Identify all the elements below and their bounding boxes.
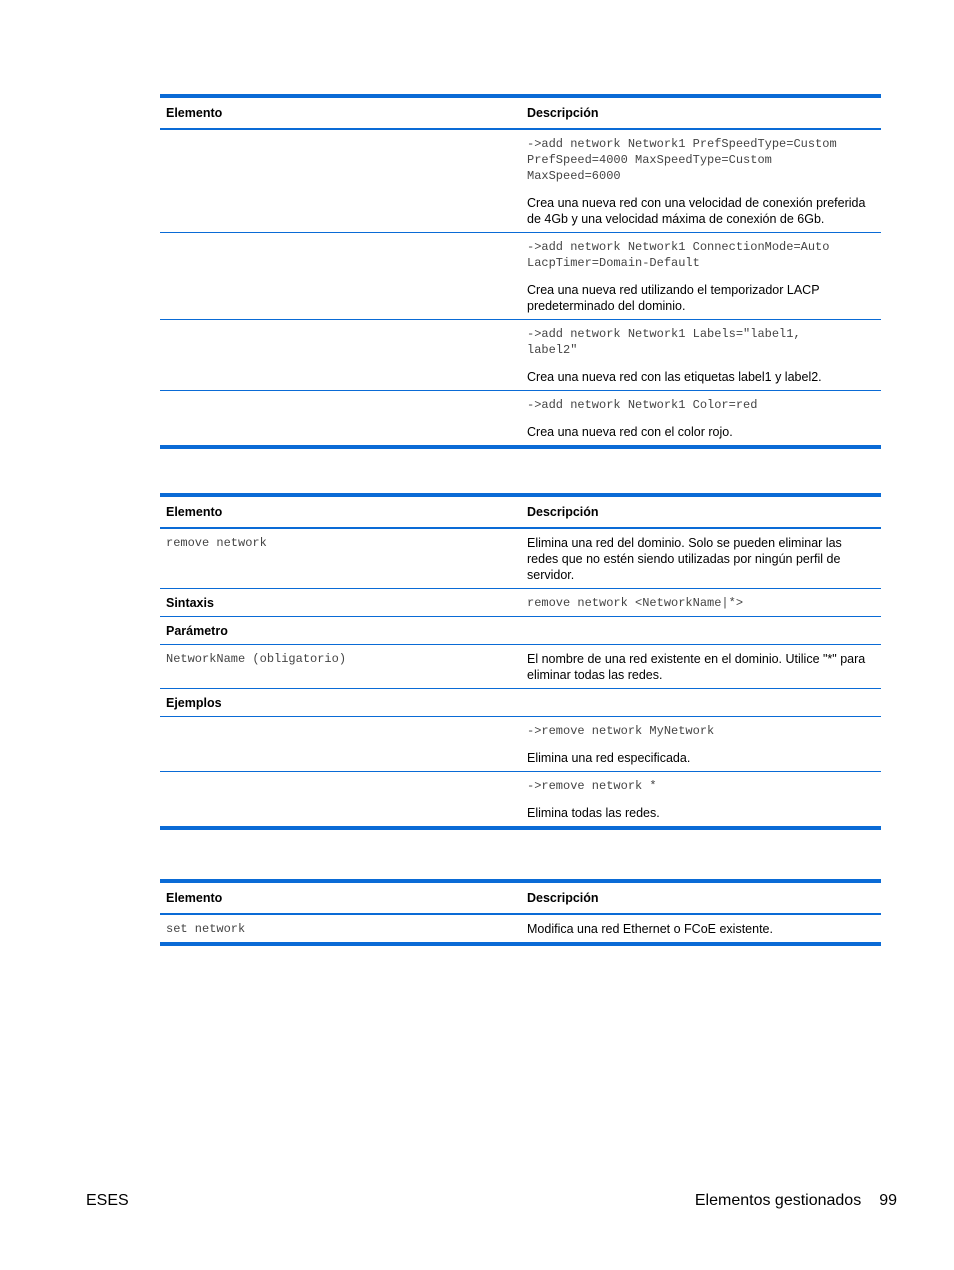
page-number: 99 [879, 1192, 897, 1209]
example-description: Elimina todas las redes. [527, 806, 660, 820]
empty-cell [160, 233, 521, 319]
table-row [160, 320, 881, 391]
table-row [160, 915, 881, 942]
table-row [160, 617, 881, 645]
footer-right [695, 1191, 897, 1211]
example-description: Crea una nueva red con las etiquetas label1 y label2. [527, 370, 822, 384]
empty-cell [160, 772, 521, 826]
empty-cell [521, 689, 881, 716]
empty-cell [160, 320, 521, 390]
example-code: ->add network Network1 ConnectionMode=Auto LacpTimer=Domain-Default [527, 240, 830, 270]
table-row [160, 645, 881, 689]
example-code: ->remove network * [527, 779, 657, 793]
header-descripcion: Descripción [527, 106, 599, 120]
header-descripcion: Descripción [527, 505, 599, 519]
add-network-examples-table [160, 94, 881, 449]
table-row [160, 233, 881, 320]
table-row [160, 391, 881, 445]
command-name: set network [166, 922, 246, 936]
syntax-label: Sintaxis [166, 596, 214, 610]
header-elemento: Elemento [166, 891, 223, 905]
header-elemento: Elemento [166, 106, 223, 120]
example-description: Crea una nueva red con el color rojo. [527, 425, 733, 439]
parameter-label: Parámetro [166, 624, 228, 638]
empty-cell [521, 617, 881, 644]
example-code: ->add network Network1 PrefSpeedType=Custom PrefSpeed=4000 MaxSpeedType=Custom MaxSpeed=6000 [527, 137, 837, 183]
parameter-name: NetworkName (obligatorio) [166, 652, 347, 666]
header-elemento: Elemento [166, 505, 223, 519]
set-network-table [160, 879, 881, 946]
table-row [160, 589, 881, 617]
remove-network-table [160, 493, 881, 830]
header-descripcion: Descripción [527, 891, 599, 905]
table-row [160, 689, 881, 717]
table-header [160, 98, 881, 130]
command-name: remove network [166, 536, 267, 550]
empty-cell [160, 130, 521, 232]
example-description: Crea una nueva red utilizando el temporizador LACP predeterminado del dominio. [527, 283, 820, 313]
footer-section-title: Elementos gestionados [694, 1192, 862, 1209]
examples-label: Ejemplos [166, 696, 222, 710]
table-header [160, 497, 881, 529]
footer-locale: ESES [86, 1192, 129, 1209]
page-footer [86, 1191, 897, 1211]
command-description: Elimina una red del dominio. Solo se pueden eliminar las redes que no estén siendo utilizadas por ningún perfil de servidor. [527, 536, 842, 582]
empty-cell [160, 391, 521, 445]
table-row [160, 529, 881, 589]
example-description: Elimina una red especificada. [527, 751, 691, 765]
example-description: Crea una nueva red con una velocidad de conexión preferida de 4Gb y una velocidad máxima de conexión de 6Gb. [527, 196, 866, 226]
table-row [160, 130, 881, 233]
example-code: ->add network Network1 Color=red [527, 398, 758, 412]
table-row [160, 772, 881, 826]
example-code: ->remove network MyNetwork [527, 724, 715, 738]
empty-cell [160, 717, 521, 771]
table-header [160, 883, 881, 915]
parameter-description: El nombre de una red existente en el dominio. Utilice "*" para eliminar todas las redes. [527, 652, 866, 682]
table-row [160, 717, 881, 772]
command-description: Modifica una red Ethernet o FCoE existente. [527, 922, 773, 936]
syntax-value: remove network <NetworkName|*> [527, 596, 744, 610]
example-code: ->add network Network1 Labels="label1, label2" [527, 327, 801, 357]
